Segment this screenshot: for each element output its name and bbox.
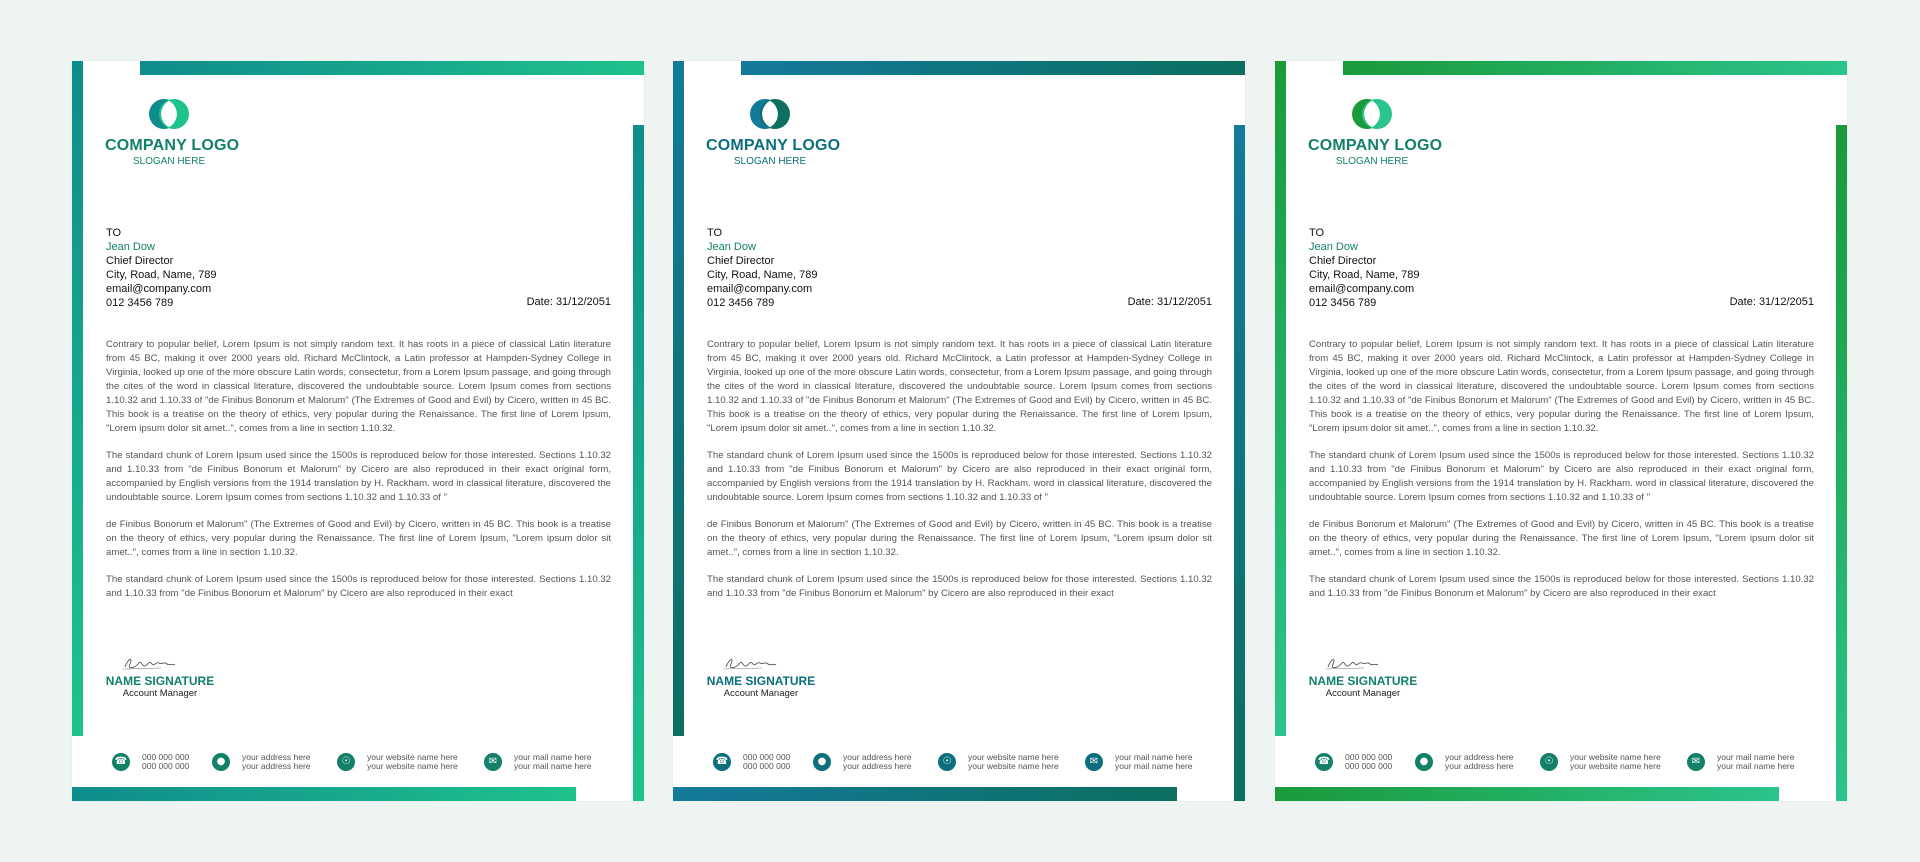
footer-phone [112, 753, 189, 771]
recipient-block [707, 226, 817, 310]
contact-footer [112, 753, 602, 775]
left-accent-bar [1275, 61, 1286, 736]
body-paragraph: Contrary to popular belief, Lorem Ipsum is not simply random text. It has roots in a piece of classical Latin literature from 45 BC, making it over 2000 years old. Richard McClintock, a Latin professor at Hampden-Sydney College in Virginia, looked up one of the more obscure Latin words, consectetur, from a Lorem Ipsum passage, and going through the cites of the word in classical literature, discovered the undoubtable source. Lorem Ipsum comes from sections 1.10.32 and 1.10.33 of "de Finibus Bonorum et Malorum" (The Extremes of Good and Evil) by Cicero, written in 45 BC. This book is a treatise on the theory of ethics, very popular during the Renaissance. The first line of Lorem Ipsum, "Lorem ipsum dolor sit amet..", comes from a line in section 1.10.32. [1309, 339, 1814, 434]
location-pin-icon: ● [813, 753, 831, 771]
logo-slogan: SLOGAN HERE [1335, 156, 1409, 167]
footer-phone [1315, 753, 1392, 771]
letterhead-sheet-1 [72, 61, 644, 801]
letter-date: Date: 31/12/2051 [1127, 296, 1212, 308]
footer-address-line: your address here [1445, 752, 1514, 762]
right-accent-bar [1836, 125, 1847, 801]
body-paragraph: The standard chunk of Lorem Ipsum used since the 1500s is reproduced below for those interested. Sections 1.10.32 and 1.10.33 from "de Finibus Bonorum et Malorum" by Cicero are also reproduced in their exact [707, 574, 1212, 599]
body-paragraph: The standard chunk of Lorem Ipsum used since the 1500s is reproduced below for those interested. Sections 1.10.32 and 1.10.33 from "de Finibus Bonorum et Malorum" by Cicero are also reproduced in their exact [106, 574, 611, 599]
footer-phone-line: 000 000 000 [142, 761, 190, 771]
contact-footer [713, 753, 1203, 775]
footer-address-line: your address here [242, 752, 311, 762]
footer-address [1415, 753, 1514, 771]
globe-icon: ☉ [1540, 753, 1558, 771]
footer-address-line: your address here [843, 761, 912, 771]
recipient-name: Jean Dow [106, 241, 155, 253]
body-paragraph: The standard chunk of Lorem Ipsum used since the 1500s is reproduced below for those interested. Sections 1.10.32 and 1.10.33 from "de Finibus Bonorum et Malorum" by Cicero are also reproduced in their exact original form, accompanied by English versions from the 1914 translation by H. Rackham. word in classical literature, discovered the undoubtable source. Lorem Ipsum comes from sections 1.10.32 and 1.10.33 of " [106, 450, 611, 503]
letter-body [707, 338, 1212, 614]
location-pin-icon: ● [212, 753, 230, 771]
signature-title: Account Manager [122, 688, 198, 699]
footer-website-line: your website name here [968, 761, 1059, 771]
left-accent-bar [72, 61, 83, 736]
logo-icon [149, 94, 189, 134]
recipient-title: Chief Director [707, 255, 775, 267]
footer-website-line: your website name here [1570, 761, 1661, 771]
mail-icon: ✉ [1687, 753, 1705, 771]
recipient-address: City, Road, Name, 789 [106, 269, 217, 281]
logo-name: COMPANY LOGO [105, 137, 240, 154]
signature-scribble [1324, 655, 1382, 673]
signature-block [706, 655, 816, 700]
footer-mail-line: your mail name here [1717, 761, 1795, 771]
mail-icon: ✉ [484, 753, 502, 771]
signature-title: Account Manager [723, 688, 799, 699]
bottom-accent-bar [72, 787, 576, 801]
contact-footer [1315, 753, 1805, 775]
recipient-title: Chief Director [1309, 255, 1377, 267]
globe-icon: ☉ [938, 753, 956, 771]
footer-phone [713, 753, 790, 771]
recipient-email: email@company.com [106, 283, 212, 295]
footer-phone-line: 000 000 000 [743, 761, 791, 771]
recipient-phone: 012 3456 789 [1309, 297, 1377, 309]
footer-phone-line: 000 000 000 [743, 752, 791, 762]
footer-mail-line: your mail name here [514, 761, 592, 771]
phone-icon: ☎ [713, 753, 731, 771]
letter-body [1309, 338, 1814, 614]
body-paragraph: The standard chunk of Lorem Ipsum used since the 1500s is reproduced below for those interested. Sections 1.10.32 and 1.10.33 from "de Finibus Bonorum et Malorum" by Cicero are also reproduced in their exact [1309, 574, 1814, 599]
footer-website-line: your website name here [367, 752, 458, 762]
footer-address [212, 753, 311, 771]
signature-name: NAME SIGNATURE [105, 674, 215, 688]
letter-body [106, 338, 611, 614]
recipient-address: City, Road, Name, 789 [1309, 269, 1420, 281]
bottom-accent-bar [1275, 787, 1779, 801]
company-logo [1308, 94, 1443, 168]
top-accent-bar [741, 61, 1245, 75]
recipient-to-label: TO [106, 227, 122, 239]
footer-website [1540, 753, 1661, 771]
left-accent-bar [673, 61, 684, 736]
footer-address-line: your address here [242, 761, 311, 771]
top-accent-bar [140, 61, 644, 75]
logo-icon [1352, 94, 1392, 134]
recipient-phone: 012 3456 789 [106, 297, 174, 309]
mail-icon: ✉ [1085, 753, 1103, 771]
footer-mail [484, 753, 591, 771]
right-accent-bar [1234, 125, 1245, 801]
footer-address-line: your address here [843, 752, 912, 762]
recipient-email: email@company.com [1309, 283, 1415, 295]
letterhead-sheet-3 [1275, 61, 1847, 801]
body-paragraph: Contrary to popular belief, Lorem Ipsum is not simply random text. It has roots in a piece of classical Latin literature from 45 BC, making it over 2000 years old. Richard McClintock, a Latin professor at Hampden-Sydney College in Virginia, looked up one of the more obscure Latin words, consectetur, from a Lorem Ipsum passage, and going through the cites of the word in classical literature, discovered the undoubtable source. Lorem Ipsum comes from sections 1.10.32 and 1.10.33 of "de Finibus Bonorum et Malorum" (The Extremes of Good and Evil) by Cicero, written in 45 BC. This book is a treatise on the theory of ethics, very popular during the Renaissance. The first line of Lorem Ipsum, "Lorem ipsum dolor sit amet..", comes from a line in section 1.10.32. [106, 339, 611, 434]
footer-phone-line: 000 000 000 [142, 752, 190, 762]
globe-icon: ☉ [337, 753, 355, 771]
signature-title: Account Manager [1325, 688, 1401, 699]
footer-address [813, 753, 912, 771]
recipient-block [106, 226, 216, 310]
footer-website [938, 753, 1059, 771]
recipient-phone: 012 3456 789 [707, 297, 775, 309]
footer-phone-line: 000 000 000 [1345, 761, 1393, 771]
footer-website-line: your website name here [968, 752, 1059, 762]
footer-mail-line: your mail name here [1115, 752, 1193, 762]
letterhead-sheet-2 [673, 61, 1245, 801]
footer-address-line: your address here [1445, 761, 1514, 771]
footer-mail [1085, 753, 1192, 771]
recipient-name: Jean Dow [1309, 241, 1358, 253]
signature-name: NAME SIGNATURE [706, 674, 816, 688]
body-paragraph: de Finibus Bonorum et Malorum" (The Extremes of Good and Evil) by Cicero, written in 45 BC. This book is a treatise on the theory of ethics, very popular during the Renaissance. The first line of Lorem Ipsum, "Lorem ipsum dolor sit amet..", comes from a line in section 1.10.32. [106, 519, 611, 558]
footer-mail-line: your mail name here [514, 752, 592, 762]
letter-date: Date: 31/12/2051 [526, 296, 611, 308]
top-accent-bar [1343, 61, 1847, 75]
logo-name: COMPANY LOGO [706, 137, 841, 154]
recipient-email: email@company.com [707, 283, 813, 295]
signature-name: NAME SIGNATURE [1308, 674, 1418, 688]
right-accent-bar [633, 125, 644, 801]
body-paragraph: de Finibus Bonorum et Malorum" (The Extremes of Good and Evil) by Cicero, written in 45 BC. This book is a treatise on the theory of ethics, very popular during the Renaissance. The first line of Lorem Ipsum, "Lorem ipsum dolor sit amet..", comes from a line in section 1.10.32. [707, 519, 1212, 558]
footer-website [337, 753, 458, 771]
logo-slogan: SLOGAN HERE [132, 156, 206, 167]
bottom-accent-bar [673, 787, 1177, 801]
body-paragraph: Contrary to popular belief, Lorem Ipsum is not simply random text. It has roots in a piece of classical Latin literature from 45 BC, making it over 2000 years old. Richard McClintock, a Latin professor at Hampden-Sydney College in Virginia, looked up one of the more obscure Latin words, consectetur, from a Lorem Ipsum passage, and going through the cites of the word in classical literature, discovered the undoubtable source. Lorem Ipsum comes from sections 1.10.32 and 1.10.33 of "de Finibus Bonorum et Malorum" (The Extremes of Good and Evil) by Cicero, written in 45 BC. This book is a treatise on the theory of ethics, very popular during the Renaissance. The first line of Lorem Ipsum, "Lorem ipsum dolor sit amet..", comes from a line in section 1.10.32. [707, 339, 1212, 434]
footer-mail [1687, 753, 1794, 771]
recipient-block [1309, 226, 1419, 310]
recipient-title: Chief Director [106, 255, 174, 267]
signature-scribble [121, 655, 179, 673]
footer-mail-line: your mail name here [1717, 752, 1795, 762]
body-paragraph: The standard chunk of Lorem Ipsum used since the 1500s is reproduced below for those interested. Sections 1.10.32 and 1.10.33 from "de Finibus Bonorum et Malorum" by Cicero are also reproduced in their exact original form, accompanied by English versions from the 1914 translation by H. Rackham. word in classical literature, discovered the undoubtable source. Lorem Ipsum comes from sections 1.10.32 and 1.10.33 of " [707, 450, 1212, 503]
recipient-name: Jean Dow [707, 241, 756, 253]
logo-name: COMPANY LOGO [1308, 137, 1443, 154]
footer-website-line: your website name here [367, 761, 458, 771]
logo-icon [750, 94, 790, 134]
footer-phone-line: 000 000 000 [1345, 752, 1393, 762]
footer-website-line: your website name here [1570, 752, 1661, 762]
location-pin-icon: ● [1415, 753, 1433, 771]
recipient-to-label: TO [707, 227, 723, 239]
recipient-to-label: TO [1309, 227, 1325, 239]
signature-block [1308, 655, 1418, 700]
phone-icon: ☎ [1315, 753, 1333, 771]
body-paragraph: de Finibus Bonorum et Malorum" (The Extremes of Good and Evil) by Cicero, written in 45 BC. This book is a treatise on the theory of ethics, very popular during the Renaissance. The first line of Lorem Ipsum, "Lorem ipsum dolor sit amet..", comes from a line in section 1.10.32. [1309, 519, 1814, 558]
phone-icon: ☎ [112, 753, 130, 771]
company-logo [105, 94, 240, 168]
company-logo [706, 94, 841, 168]
signature-scribble [722, 655, 780, 673]
letter-date: Date: 31/12/2051 [1729, 296, 1814, 308]
body-paragraph: The standard chunk of Lorem Ipsum used since the 1500s is reproduced below for those interested. Sections 1.10.32 and 1.10.33 from "de Finibus Bonorum et Malorum" by Cicero are also reproduced in their exact original form, accompanied by English versions from the 1914 translation by H. Rackham. word in classical literature, discovered the undoubtable source. Lorem Ipsum comes from sections 1.10.32 and 1.10.33 of " [1309, 450, 1814, 503]
logo-slogan: SLOGAN HERE [733, 156, 807, 167]
recipient-address: City, Road, Name, 789 [707, 269, 818, 281]
signature-block [105, 655, 215, 700]
footer-mail-line: your mail name here [1115, 761, 1193, 771]
